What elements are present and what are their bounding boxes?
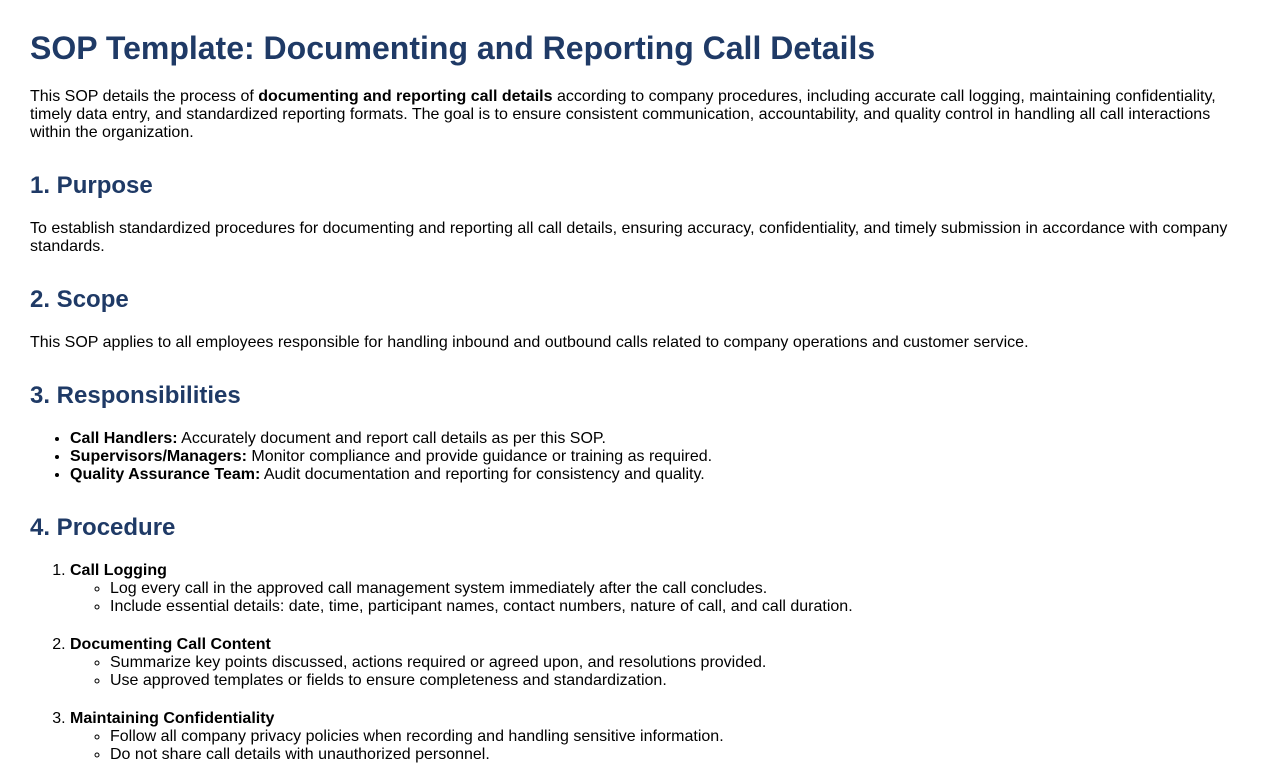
list-item [70,448,1233,466]
list-item: ◦ Log every call in the approved call management system immediately after the call concludes. [110,580,1233,598]
role-description: Monitor compliance and provide guidance or training as required. [246,448,713,465]
role-description: Audit documentation and reporting for consistency and quality. [260,466,705,483]
role-description: Accurately document and report call details as per this SOP. [177,430,606,447]
intro-text-start: This SOP details the process of [30,88,259,105]
step-title: Call Logging [70,562,167,579]
purpose-text: To establish standardized procedures for documenting and reporting all call details, ensuring accuracy, confidentiality, and timely submission in accordance with company standards. [30,220,1228,255]
procedure-step [70,710,1233,763]
scope-text: This SOP applies to all employees responsible for handling inbound and outbound calls related to company operations and customer service. [30,334,1029,351]
responsibilities-heading: 3. Responsibilities [30,382,241,409]
intro-text-end: according to company procedures, including accurate call logging, maintaining confidentiality, timely data entry, and standardized reporting formats. The goal is to ensure consistent communication, accountability, and quality control in handling all call interactions within the organization. [30,88,1216,141]
procedure-steps [30,562,1233,763]
list-item [70,466,1233,484]
list-item: ◦ Do not share call details with unauthorized personnel. [110,746,1233,763]
step-title: Documenting Call Content [70,636,271,653]
list-item: ◦ Use approved templates or fields to ensure completeness and standardization. [110,672,1233,690]
purpose-heading: 1. Purpose [30,172,153,199]
procedure-step [70,562,1233,616]
step-title: Maintaining Confidentiality [70,710,275,727]
procedure-step [70,636,1233,690]
responsibilities-list [30,430,1233,484]
procedure-heading: 4. Procedure [30,514,176,541]
step-bullets [70,728,1233,763]
list-item [70,430,1233,448]
step-bullets [70,580,1233,616]
list-item: ◦ Summarize key points discussed, actions required or agreed upon, and resolutions provided. [110,654,1233,672]
intro-text-bold: documenting and reporting call details [258,88,553,105]
list-item: ◦ Follow all company privacy policies when recording and handling sensitive information. [110,728,1233,746]
list-item: ◦ Include essential details: date, time, participant names, contact numbers, nature of call, and call duration. [110,598,1233,616]
role-label: Call Handlers: [70,430,178,447]
role-label: Supervisors/Managers: [70,448,247,465]
role-label: Quality Assurance Team: [70,466,261,483]
intro-paragraph [30,88,1233,142]
page-title: SOP Template: Documenting and Reporting Call Details [30,30,876,66]
scope-heading: 2. Scope [30,286,129,313]
step-bullets [70,654,1233,690]
